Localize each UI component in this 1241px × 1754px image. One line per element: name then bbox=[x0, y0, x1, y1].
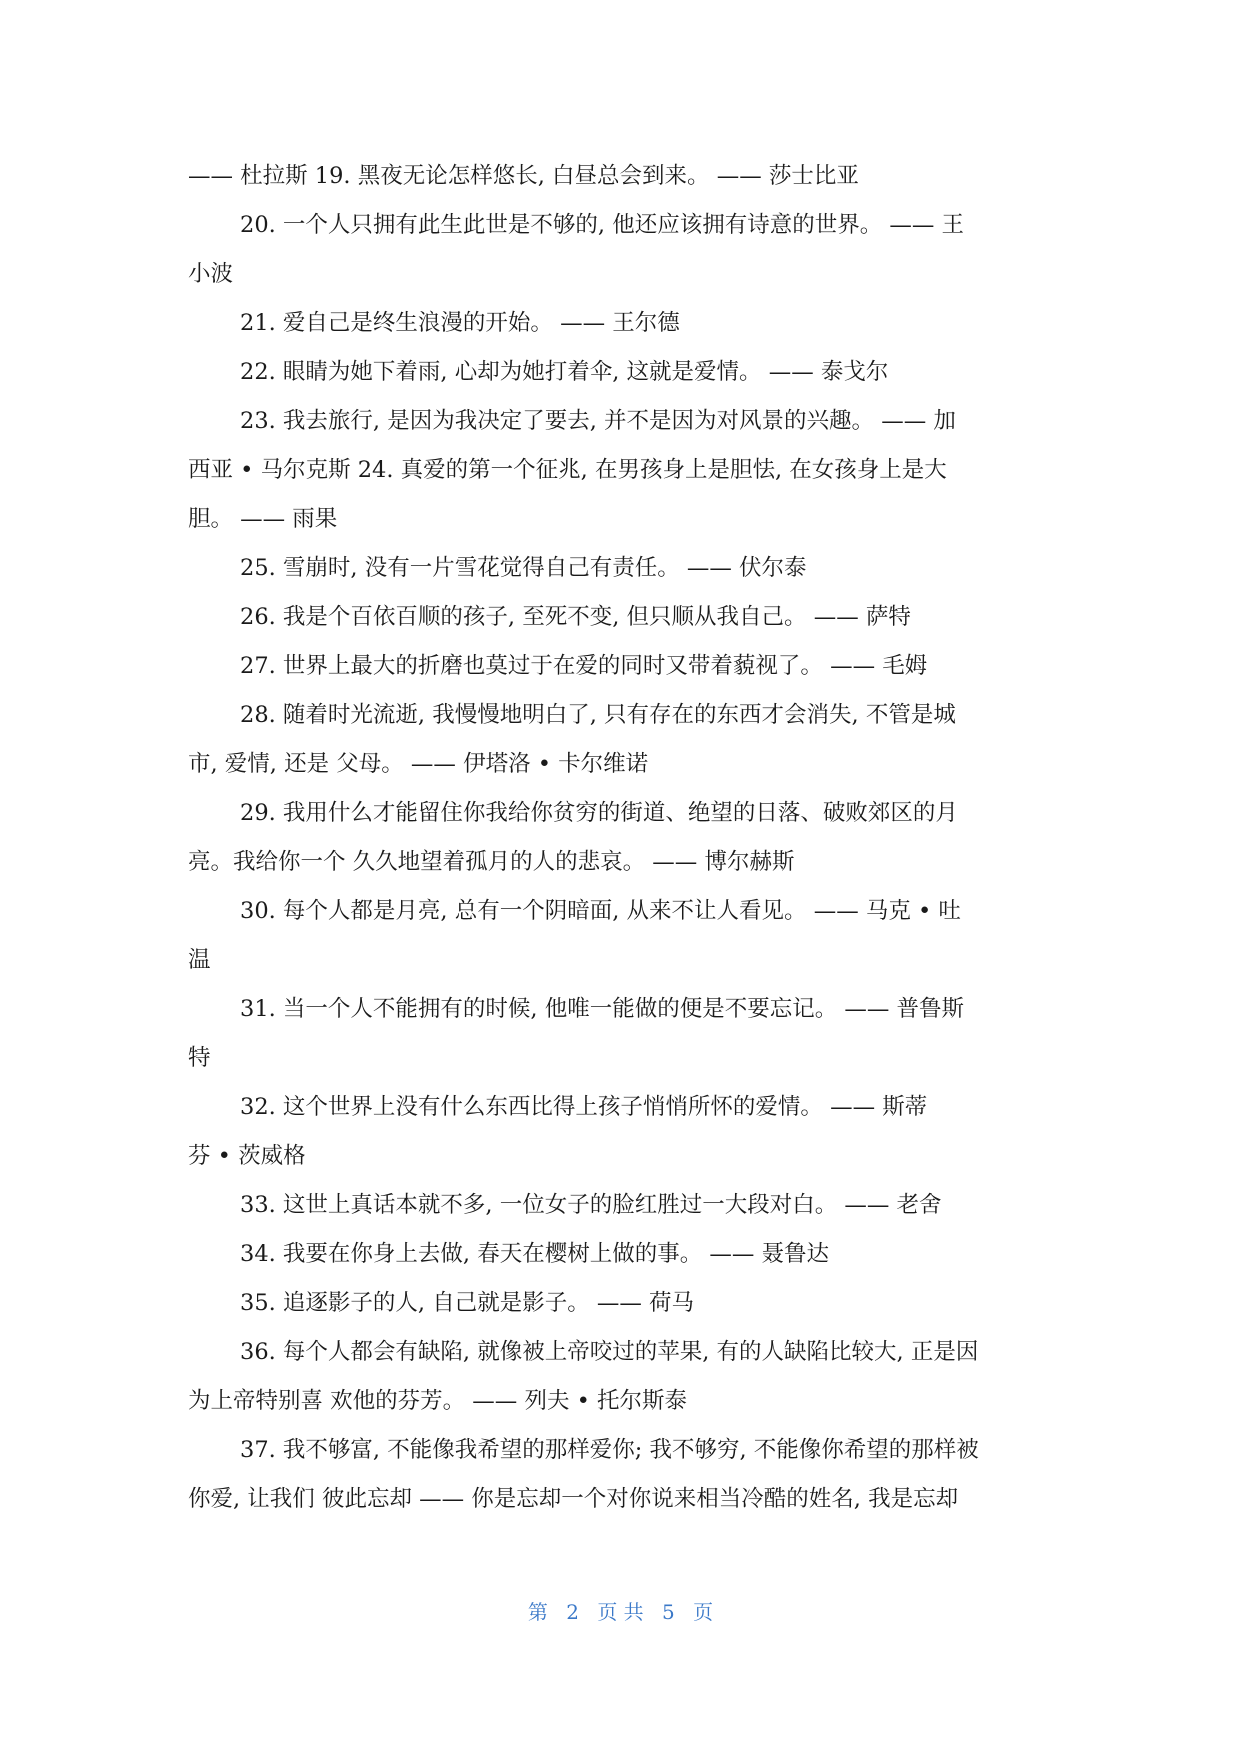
text-line: 市, 爱情, 还是 父母。 —— 伊塔洛 • 卡尔维诺 bbox=[188, 751, 649, 777]
text-line: 33. 这世上真话本就不多, 一位女子的脸红胜过一大段对白。 —— 老舍 bbox=[240, 1192, 942, 1218]
text-line: 31. 当一个人不能拥有的时候, 他唯一能做的便是不要忘记。 —— 普鲁斯 bbox=[240, 996, 965, 1022]
current-page-number: 2 bbox=[566, 1600, 579, 1624]
text-line: 21. 爱自己是终生浪漫的开始。 —— 王尔德 bbox=[240, 310, 680, 336]
text-line: 25. 雪崩时, 没有一片雪花觉得自己有责任。 —— 伏尔泰 bbox=[240, 555, 807, 581]
text-line: 西亚 • 马尔克斯 24. 真爱的第一个征兆, 在男孩身上是胆怯, 在女孩身上是大 bbox=[188, 457, 947, 483]
text-line: 温 bbox=[188, 947, 211, 973]
text-line: 26. 我是个百依百顺的孩子, 至死不变, 但只顺从我自己。 —— 萨特 bbox=[240, 604, 911, 630]
text-line: 32. 这个世界上没有什么东西比得上孩子悄悄所怀的爱情。 —— 斯蒂 bbox=[240, 1094, 928, 1120]
text-line: 37. 我不够富, 不能像我希望的那样爱你; 我不够穷, 不能像你希望的那样被 bbox=[240, 1437, 979, 1463]
footer-suffix: 页 bbox=[693, 1600, 714, 1624]
text-line: 20. 一个人只拥有此生此世是不够的, 他还应该拥有诗意的世界。 —— 王 bbox=[240, 212, 965, 238]
text-line: 27. 世界上最大的折磨也莫过于在爱的同时又带着藐视了。 —— 毛姆 bbox=[240, 653, 928, 679]
text-line: 22. 眼睛为她下着雨, 心却为她打着伞, 这就是爱情。 —— 泰戈尔 bbox=[240, 359, 889, 385]
text-line: 34. 我要在你身上去做, 春天在樱树上做的事。 —— 聂鲁达 bbox=[240, 1241, 830, 1267]
text-line: 为上帝特别喜 欢他的芬芳。 —— 列夫 • 托尔斯泰 bbox=[188, 1388, 688, 1414]
text-line: 30. 每个人都是月亮, 总有一个阴暗面, 从来不让人看见。 —— 马克 • 吐 bbox=[240, 898, 961, 924]
text-line: 23. 我去旅行, 是因为我决定了要去, 并不是因为对风景的兴趣。 —— 加 bbox=[240, 408, 956, 434]
text-line: 35. 追逐影子的人, 自己就是影子。 —— 荷马 bbox=[240, 1290, 695, 1316]
page-number-footer bbox=[0, 1596, 1241, 1625]
footer-middle: 页 共 bbox=[597, 1600, 644, 1624]
text-line: 小波 bbox=[188, 261, 234, 287]
text-line: 亮。我给你一个 久久地望着孤月的人的悲哀。 —— 博尔赫斯 bbox=[188, 849, 795, 875]
text-line: 你爱, 让我们 彼此忘却 —— 你是忘却一个对你说来相当冷酷的姓名, 我是忘却 bbox=[188, 1486, 959, 1512]
text-line: 28. 随着时光流逝, 我慢慢地明白了, 只有存在的东西才会消失, 不管是城 bbox=[240, 702, 956, 728]
text-line: —— 杜拉斯 19. 黑夜无论怎样悠长, 白昼总会到来。 —— 莎士比亚 bbox=[188, 163, 859, 189]
text-line: 36. 每个人都会有缺陷, 就像被上帝咬过的苹果, 有的人缺陷比较大, 正是因 bbox=[240, 1339, 979, 1365]
text-line: 特 bbox=[188, 1045, 211, 1071]
total-page-count: 5 bbox=[662, 1600, 675, 1624]
text-line: 胆。 —— 雨果 bbox=[188, 506, 338, 532]
text-line: 芬 • 茨威格 bbox=[188, 1143, 306, 1169]
footer-prefix: 第 bbox=[527, 1600, 548, 1624]
quote-text-body bbox=[188, 152, 1054, 1524]
text-line: 29. 我用什么才能留住你我给你贫穷的街道、绝望的日落、破败郊区的月 bbox=[240, 800, 958, 826]
